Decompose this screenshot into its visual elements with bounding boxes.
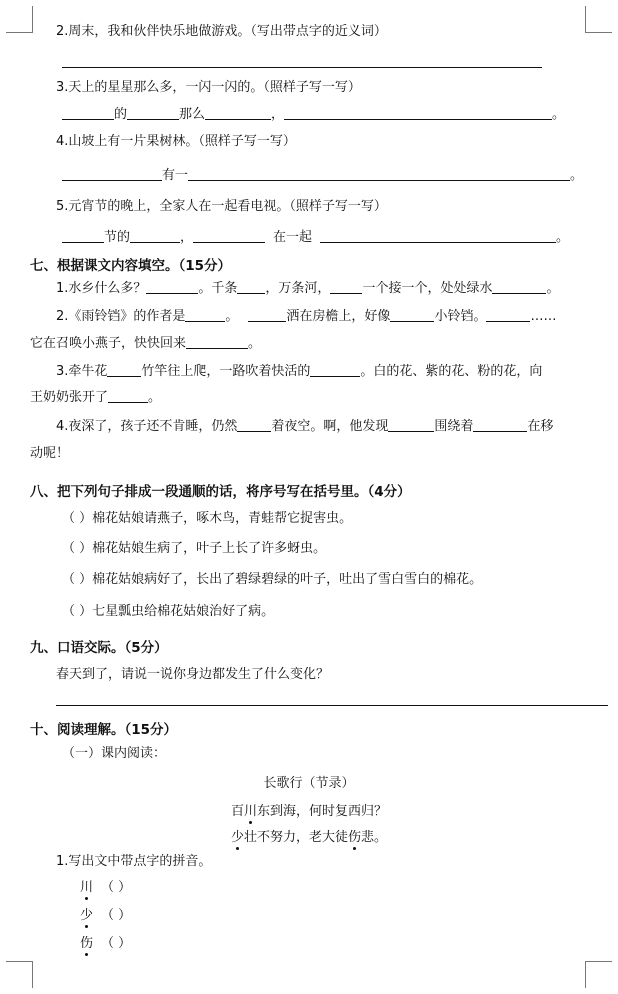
q4-text: 4.山坡上有一片果树林。（照样子写一写） bbox=[56, 134, 296, 149]
q3-fill-a: 的 bbox=[114, 107, 128, 122]
sec7-line-3: 3.牵牛花 竹竿往上爬，一路吹着快活的 。白的花、紫的花、粉的花，向 bbox=[56, 364, 543, 379]
sec7-l1-blank-4[interactable] bbox=[492, 280, 546, 294]
crop-mark-top-right bbox=[585, 6, 612, 33]
q5-text: 5.元宵节的晚上，全家人在一起看电视。（照样子写一写） bbox=[56, 199, 387, 214]
q4-blank-2[interactable] bbox=[188, 167, 570, 181]
sec7-line-1: 1.水乡什么多？ 。千条 ，万条河， 一个接一个，处处绿水 。 bbox=[56, 281, 560, 296]
sec7-l1-blank-3[interactable] bbox=[330, 280, 362, 294]
q3-blank-1[interactable] bbox=[62, 106, 114, 120]
q4-fill-line bbox=[62, 167, 583, 185]
sec10-q1: 1.写出文中带点字的拼音。 bbox=[56, 854, 212, 869]
sec7-line-4b: 动呢！ bbox=[30, 446, 70, 461]
sec10-heading: 十、阅读理解。（15分） bbox=[30, 722, 178, 738]
q3-blank-3[interactable] bbox=[205, 106, 271, 120]
poem-title: 长歌行（节录） bbox=[263, 776, 355, 791]
sec7-l4-blank-2[interactable] bbox=[388, 418, 434, 432]
pinyin-row-3: 伤 （ ） bbox=[80, 936, 132, 951]
sec9-prompt: 春天到了，请说一说你身边都发生了什么变化？ bbox=[56, 667, 330, 682]
sec7-l1-blank-2[interactable] bbox=[237, 280, 265, 294]
q5-fill-c: 在一起 bbox=[273, 230, 313, 245]
sec7-l2-blank-4[interactable] bbox=[486, 308, 530, 322]
crop-mark-bottom-left bbox=[6, 961, 33, 988]
sec7-l2-blank-1[interactable] bbox=[185, 308, 225, 322]
sec7-l1-blank-1[interactable] bbox=[146, 280, 198, 294]
sec10-subheading: （一）课内阅读： bbox=[62, 746, 167, 761]
poem-dot-char-shang: 伤 bbox=[348, 830, 362, 845]
sec8-heading: 八、把下列句子排成一段通顺的话，将序号写在括号里。（4分） bbox=[30, 484, 411, 500]
sec8-item-4[interactable]: （ ）七星瓢虫给棉花姑娘治好了病。 bbox=[62, 604, 275, 619]
pinyin-answer-1[interactable]: （ ） bbox=[101, 880, 132, 895]
q3-end: 。 bbox=[552, 107, 566, 122]
q5-end: 。 bbox=[556, 230, 570, 245]
sec7-l2b-blank[interactable] bbox=[186, 335, 248, 349]
sec7-l2-blank-3[interactable] bbox=[390, 308, 434, 322]
q3-fill-b: 那么 bbox=[179, 107, 206, 122]
pinyin-answer-3[interactable]: （ ） bbox=[101, 936, 132, 951]
q5-blank-3[interactable] bbox=[193, 229, 265, 243]
sec8-item-2[interactable]: （ ）棉花姑娘生病了，叶子上长了许多蚜虫。 bbox=[62, 541, 327, 556]
q3-blank-4[interactable] bbox=[284, 106, 552, 120]
pinyin-row-1: 川 （ ） bbox=[80, 880, 132, 895]
poem-line-2: 少壮不努力，老大徒伤悲。 bbox=[230, 830, 388, 845]
q5-blank-4[interactable] bbox=[320, 229, 556, 243]
sec7-l4-blank-1[interactable] bbox=[237, 418, 271, 432]
sec7-l2-blank-2[interactable] bbox=[248, 308, 286, 322]
q4-end: 。 bbox=[570, 168, 584, 183]
q2-text: 2.周末，我和伙伴快乐地做游戏。（写出带点字的近义词） bbox=[56, 24, 387, 39]
q3-blank-2[interactable] bbox=[127, 106, 179, 120]
q2-answer-line[interactable] bbox=[62, 67, 542, 68]
poem-line-1: 百川东到海，何时复西归？ bbox=[230, 804, 388, 819]
q3-fill-line bbox=[62, 106, 565, 124]
pinyin-answer-2[interactable]: （ ） bbox=[101, 908, 132, 923]
q5-fill-b: ， bbox=[180, 230, 194, 245]
q5-blank-1[interactable] bbox=[62, 229, 104, 243]
sec9-answer-line[interactable] bbox=[56, 705, 608, 706]
sec9-heading: 九、口语交际。（5分） bbox=[30, 640, 168, 656]
sec7-line-2b: 它在召唤小燕子，快快回来 。 bbox=[30, 336, 262, 351]
sec7-l4-blank-3[interactable] bbox=[473, 418, 527, 432]
sec7-line-3b: 王奶奶张开了 。 bbox=[30, 390, 162, 405]
sec7-line-2: 2.《雨铃铛》的作者是 。 洒在房檐上，好像 小铃铛。 …… bbox=[56, 309, 557, 324]
sec8-item-3[interactable]: （ ）棉花姑娘病好了，长出了碧绿碧绿的叶子，吐出了雪白雪白的棉花。 bbox=[62, 572, 483, 587]
q4-blank-1[interactable] bbox=[62, 167, 162, 181]
sec7-l3-blank-2[interactable] bbox=[310, 363, 360, 377]
sec7-heading: 七、根据课文内容填空。（15分） bbox=[30, 258, 232, 274]
sec8-item-1[interactable]: （ ）棉花姑娘请燕子，啄木鸟，青蛙帮它捉害虫。 bbox=[62, 511, 353, 526]
q5-blank-2[interactable] bbox=[130, 229, 180, 243]
q5-fill-line bbox=[62, 229, 569, 247]
poem-dot-char-chuan: 川 bbox=[243, 804, 257, 819]
q3-fill-c: ， bbox=[271, 107, 285, 122]
q3-text: 3.天上的星星那么多，一闪一闪的。（照样子写一写） bbox=[56, 80, 361, 95]
crop-mark-top-left bbox=[6, 6, 33, 33]
pinyin-row-2: 少 （ ） bbox=[80, 908, 132, 923]
poem-dot-char-shao: 少 bbox=[230, 830, 244, 845]
q5-fill-a: 节的 bbox=[104, 230, 131, 245]
sec7-l3-blank-1[interactable] bbox=[107, 363, 141, 377]
sec7-line-4: 4.夜深了，孩子还不肯睡，仍然 着夜空。啊，他发现 围绕着 在移 bbox=[56, 419, 554, 434]
q4-fill-a: 有一 bbox=[162, 168, 189, 183]
crop-mark-bottom-right bbox=[585, 961, 612, 988]
sec7-l3b-blank[interactable] bbox=[108, 389, 148, 403]
